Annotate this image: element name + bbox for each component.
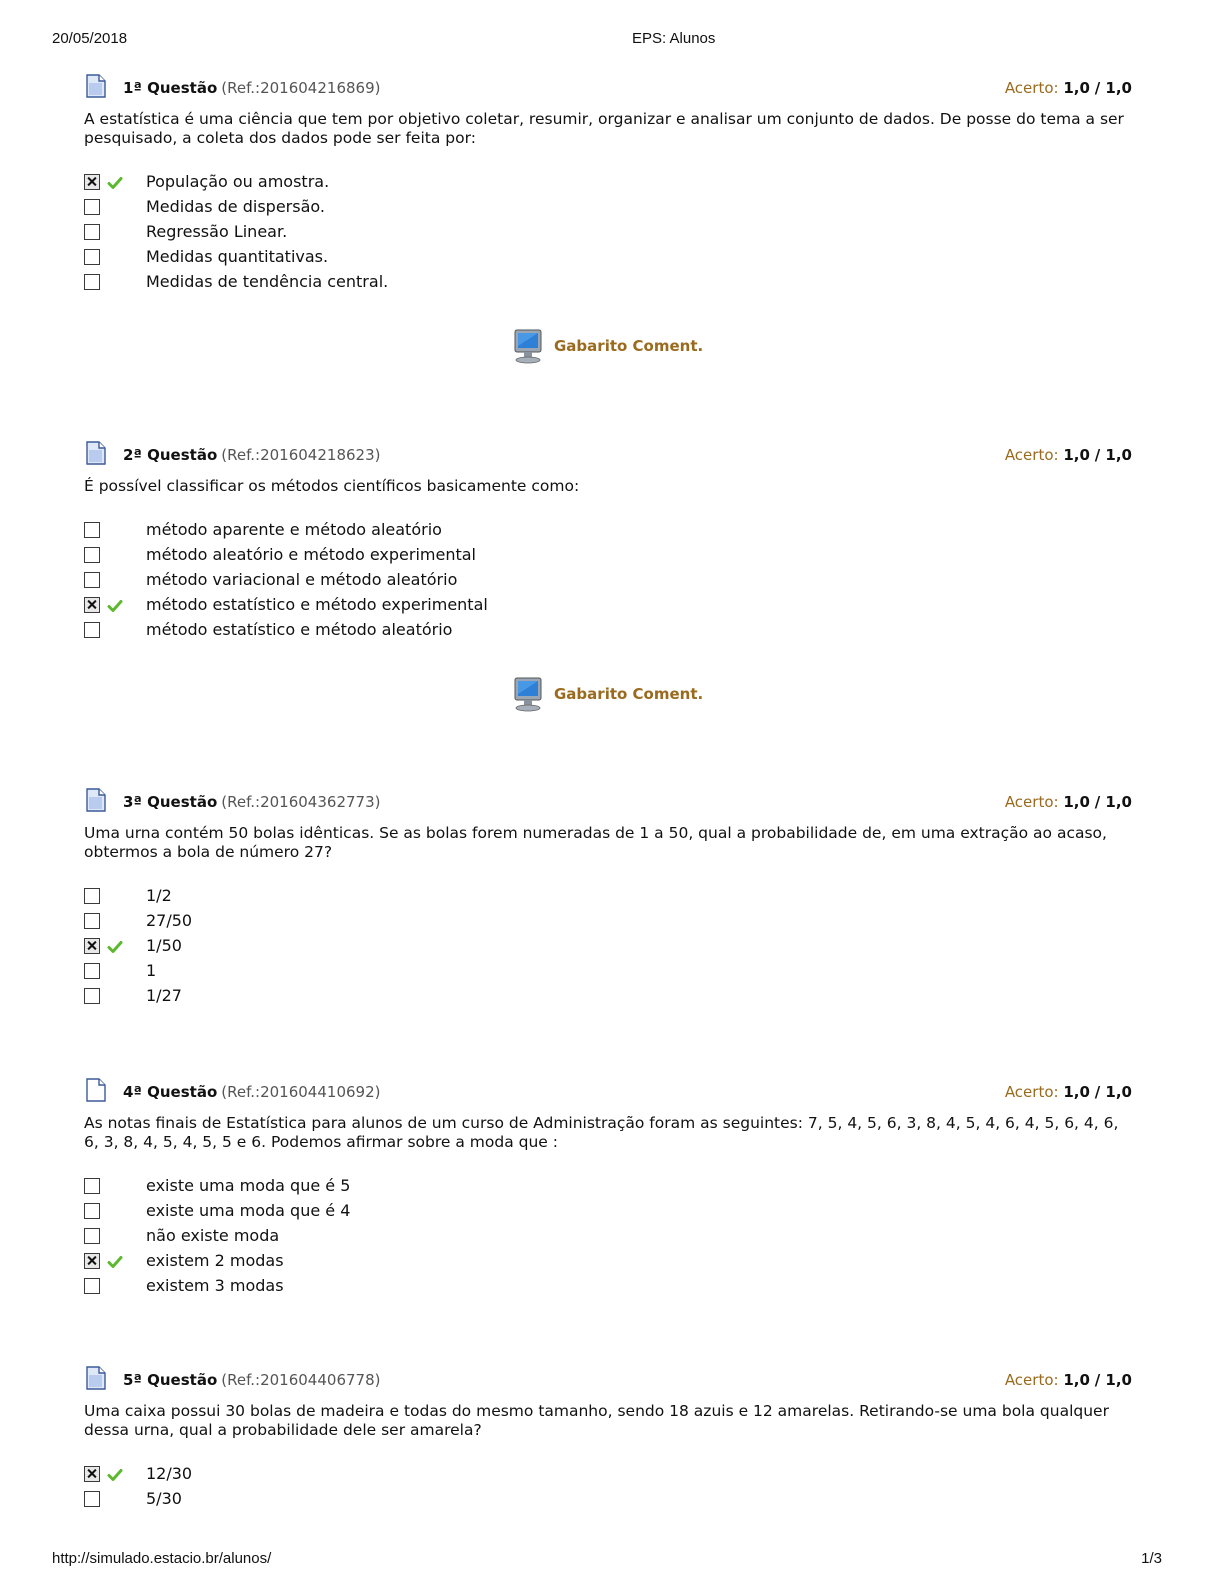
option-item[interactable] <box>84 595 1134 620</box>
option-label: 12/30 <box>146 1464 193 1483</box>
checkbox[interactable] <box>84 963 100 979</box>
question-number: 3ª Questão <box>123 793 218 811</box>
question-ref: (Ref.:201604410692) <box>221 1083 381 1101</box>
score-separator: / <box>1094 1083 1106 1101</box>
option-item[interactable] <box>84 886 1134 911</box>
option-item[interactable] <box>84 1276 1134 1301</box>
question-number: 2ª Questão <box>123 446 218 464</box>
option-label: Medidas de dispersão. <box>146 197 325 216</box>
option-label: 1/27 <box>146 986 182 1005</box>
checkbox[interactable] <box>84 1178 100 1194</box>
options-list <box>84 886 1134 1011</box>
question-2 <box>84 445 1134 645</box>
question-text: As notas finais de Estatística para alunos de um curso de Administração foram as seguintes: 7, 5, 4, 5, 6, 3, 8, 4, 5, 4, 6, 4, 5, 6, 4, 6, 6, 3, 8, 4, 5, 4, 5, 5 e 6. Podemos afirmar sobre a moda que : <box>84 1114 1119 1151</box>
question-1 <box>84 78 1134 297</box>
checkbox[interactable] <box>84 988 100 1004</box>
score-separator: / <box>1094 1371 1106 1389</box>
document-icon <box>86 1078 106 1102</box>
option-label: 1/2 <box>146 886 172 905</box>
question-header <box>84 445 1134 471</box>
gabarito-label: Gabarito Coment. <box>554 685 704 703</box>
monitor-icon <box>512 328 544 364</box>
checkbox-checked[interactable] <box>84 597 100 613</box>
check-mark-icon <box>107 175 123 189</box>
question-header <box>84 78 1134 104</box>
question-4 <box>84 1082 1134 1301</box>
score-max: 1,0 <box>1105 793 1132 811</box>
print-header <box>52 30 1162 50</box>
gabarito-label: Gabarito Coment. <box>554 337 704 355</box>
score <box>1005 1082 1132 1102</box>
option-label: existe uma moda que é 5 <box>146 1176 351 1195</box>
score <box>1005 445 1132 465</box>
option-item[interactable] <box>84 1226 1134 1251</box>
print-date: 20/05/2018 <box>52 30 128 47</box>
option-item[interactable] <box>84 545 1134 570</box>
score <box>1005 792 1132 812</box>
option-item[interactable] <box>84 1251 1134 1276</box>
print-title: EPS: Alunos <box>632 30 716 47</box>
check-mark-icon <box>107 598 123 612</box>
question-ref: (Ref.:201604216869) <box>221 79 381 97</box>
option-label: método estatístico e método experimental <box>146 595 488 614</box>
score-max: 1,0 <box>1105 1371 1132 1389</box>
option-label: 1 <box>146 961 157 980</box>
score-label: Acerto: <box>1004 793 1059 811</box>
option-label: método aleatório e método experimental <box>146 545 476 564</box>
checkbox[interactable] <box>84 522 100 538</box>
option-label: existem 3 modas <box>146 1276 284 1295</box>
checkbox[interactable] <box>84 1203 100 1219</box>
checkbox[interactable] <box>84 1228 100 1244</box>
score-separator: / <box>1094 79 1106 97</box>
print-url: http://simulado.estacio.br/alunos/ <box>52 1550 272 1567</box>
question-number: 5ª Questão <box>123 1371 218 1389</box>
question-5 <box>84 1370 1134 1514</box>
option-item[interactable] <box>84 1176 1134 1201</box>
question-header <box>84 792 1134 818</box>
checkbox[interactable] <box>84 274 100 290</box>
checkbox[interactable] <box>84 913 100 929</box>
checkbox[interactable] <box>84 224 100 240</box>
checkbox[interactable] <box>84 547 100 563</box>
question-title <box>123 792 380 812</box>
question-header <box>84 1082 1134 1108</box>
option-item[interactable] <box>84 197 1134 222</box>
score-label: Acerto: <box>1004 446 1059 464</box>
option-item[interactable] <box>84 961 1134 986</box>
checkbox[interactable] <box>84 1278 100 1294</box>
option-item[interactable] <box>84 1464 1134 1489</box>
checkbox-checked[interactable] <box>84 174 100 190</box>
option-label: 5/30 <box>146 1489 182 1508</box>
option-label: Medidas quantitativas. <box>146 247 329 266</box>
option-item[interactable] <box>84 911 1134 936</box>
options-list <box>84 172 1134 297</box>
score-value: 1,0 <box>1063 79 1090 97</box>
option-item[interactable] <box>84 172 1134 197</box>
document-icon <box>86 74 106 98</box>
score-value: 1,0 <box>1063 1083 1090 1101</box>
score-value: 1,0 <box>1063 446 1090 464</box>
score-separator: / <box>1094 446 1106 464</box>
checkbox-checked[interactable] <box>84 1466 100 1482</box>
checkbox[interactable] <box>84 1491 100 1507</box>
option-item[interactable] <box>84 272 1134 297</box>
check-mark-icon <box>107 939 123 953</box>
score-max: 1,0 <box>1105 79 1132 97</box>
question-3 <box>84 792 1134 1011</box>
option-label: método aparente e método aleatório <box>146 520 442 539</box>
question-text: Uma caixa possui 30 bolas de madeira e todas do mesmo tamanho, sendo 18 azuis e 12 amarelas. Retirando-se uma bola qualquer dessa urna, qual a probabilidade dele ser amarela? <box>84 1402 1109 1439</box>
option-item[interactable] <box>84 570 1134 595</box>
score-label: Acerto: <box>1004 1371 1059 1389</box>
score <box>1005 78 1132 98</box>
print-footer <box>52 1550 1162 1570</box>
score <box>1005 1370 1132 1390</box>
checkbox[interactable] <box>84 622 100 638</box>
question-header <box>84 1370 1134 1396</box>
document-icon <box>86 441 106 465</box>
option-label: não existe moda <box>146 1226 280 1245</box>
score-value: 1,0 <box>1063 1371 1090 1389</box>
question-text: Uma urna contém 50 bolas idênticas. Se as bolas forem numeradas de 1 a 50, qual a probabilidade de, em uma extração ao acaso, obtermos a bola de número 27? <box>84 824 1107 861</box>
question-text: A estatística é uma ciência que tem por objetivo coletar, resumir, organizar e analisar um conjunto de dados. De posse do tema a ser pesquisado, a coleta dos dados pode ser feita por: <box>84 110 1124 147</box>
monitor-icon <box>512 676 544 712</box>
option-item[interactable] <box>84 247 1134 272</box>
question-title <box>123 445 380 465</box>
question-title <box>123 1370 380 1390</box>
checkbox[interactable] <box>84 572 100 588</box>
option-item[interactable] <box>84 222 1134 247</box>
option-label: existe uma moda que é 4 <box>146 1201 351 1220</box>
checkbox[interactable] <box>84 199 100 215</box>
score-max: 1,0 <box>1105 1083 1132 1101</box>
check-mark-icon <box>107 1254 123 1268</box>
score-separator: / <box>1094 793 1106 811</box>
score-value: 1,0 <box>1063 793 1090 811</box>
document-icon <box>86 788 106 812</box>
option-label: Medidas de tendência central. <box>146 272 389 291</box>
options-list <box>84 1176 1134 1301</box>
option-label: existem 2 modas <box>146 1251 284 1270</box>
options-list <box>84 520 1134 645</box>
checkbox[interactable] <box>84 888 100 904</box>
options-list <box>84 1464 1134 1514</box>
option-item[interactable] <box>84 986 1134 1011</box>
option-label: População ou amostra. <box>146 172 330 191</box>
option-item[interactable] <box>84 1201 1134 1226</box>
score-label: Acerto: <box>1004 79 1059 97</box>
option-label: 1/50 <box>146 936 182 955</box>
document-icon <box>86 1366 106 1390</box>
score-max: 1,0 <box>1105 446 1132 464</box>
option-label: método variacional e método aleatório <box>146 570 458 589</box>
option-item[interactable] <box>84 936 1134 961</box>
option-label: método estatístico e método aleatório <box>146 620 453 639</box>
checkbox-checked[interactable] <box>84 938 100 954</box>
option-label: 27/50 <box>146 911 193 930</box>
question-text: É possível classificar os métodos científicos basicamente como: <box>84 477 580 495</box>
question-ref: (Ref.:201604362773) <box>221 793 381 811</box>
option-item[interactable] <box>84 620 1134 645</box>
option-item[interactable] <box>84 520 1134 545</box>
checkbox[interactable] <box>84 249 100 265</box>
checkbox-checked[interactable] <box>84 1253 100 1269</box>
check-mark-icon <box>107 1467 123 1481</box>
question-title <box>123 1082 380 1102</box>
question-ref: (Ref.:201604406778) <box>221 1371 381 1389</box>
option-item[interactable] <box>84 1489 1134 1514</box>
option-label: Regressão Linear. <box>146 222 288 241</box>
page-number: 1/3 <box>1141 1550 1162 1567</box>
question-number: 4ª Questão <box>123 1083 218 1101</box>
question-title <box>123 78 380 98</box>
question-ref: (Ref.:201604218623) <box>221 446 381 464</box>
score-label: Acerto: <box>1004 1083 1059 1101</box>
question-number: 1ª Questão <box>123 79 218 97</box>
